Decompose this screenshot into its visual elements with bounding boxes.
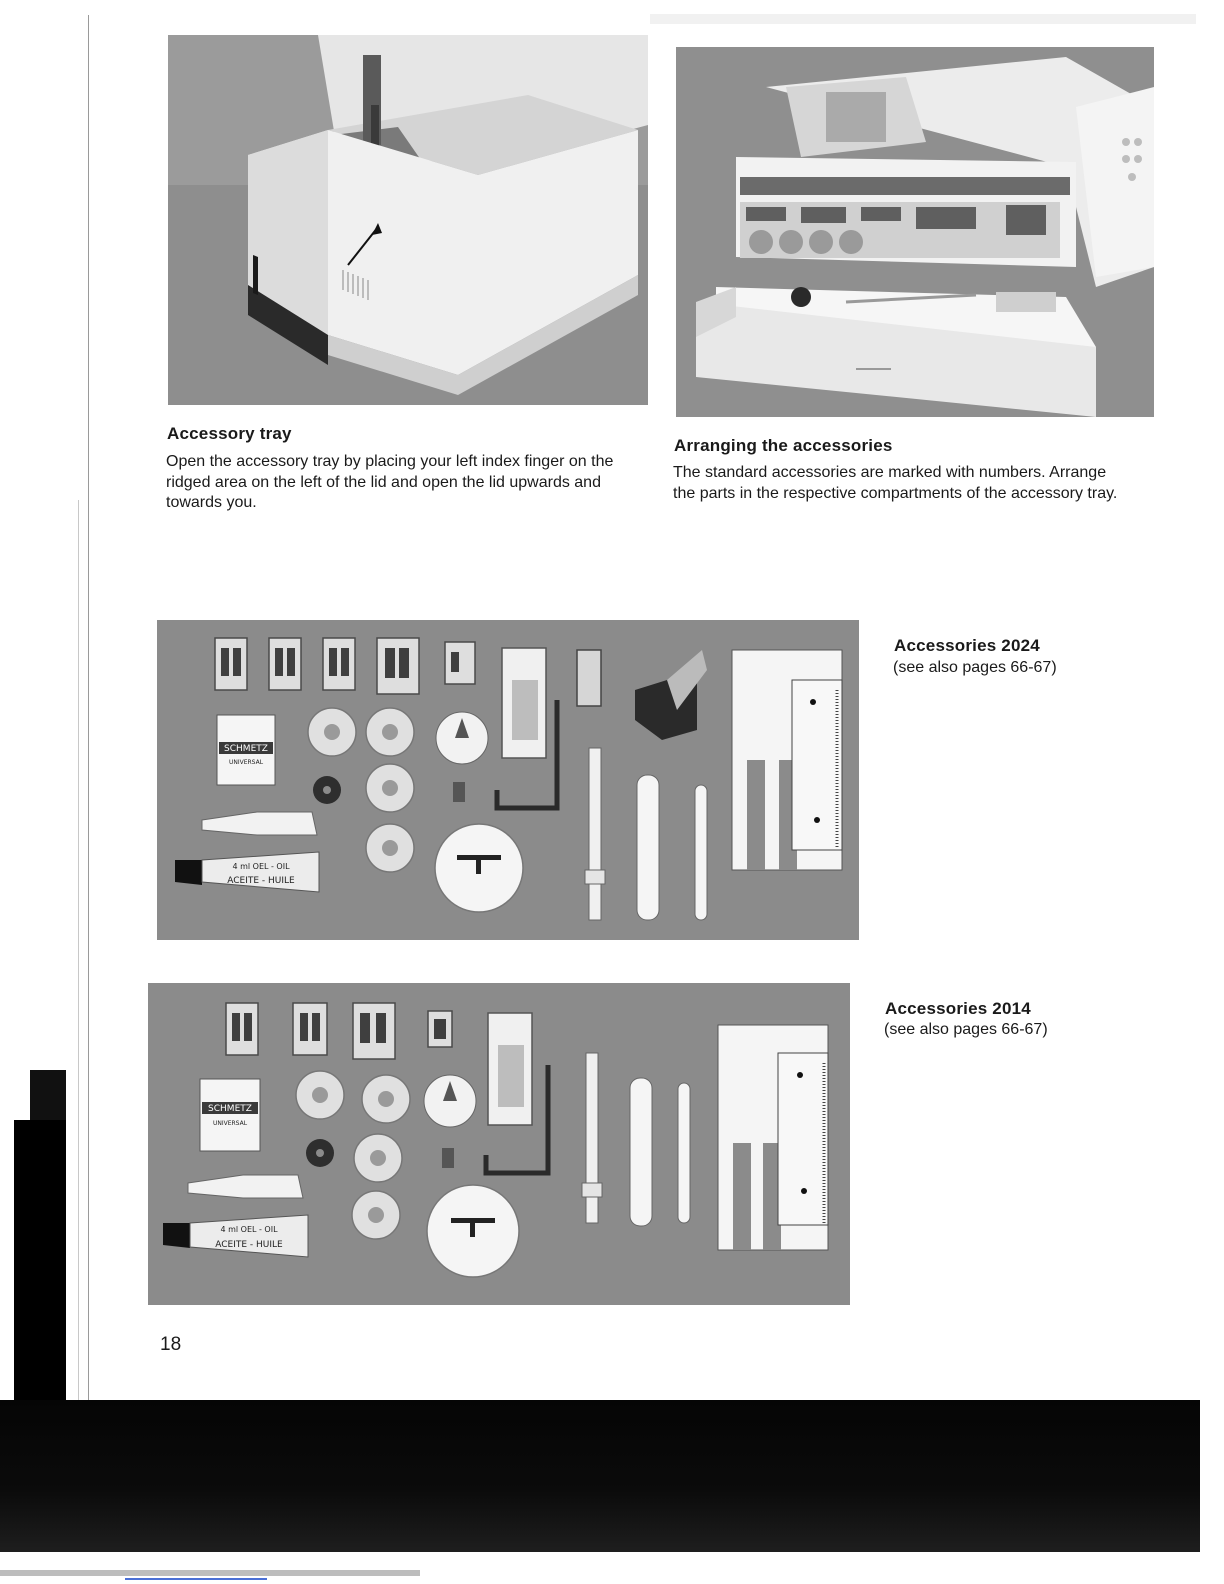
needle-pack-type-2014: UNIVERSAL bbox=[212, 1120, 248, 1127]
photo-accessory-tray bbox=[168, 35, 648, 405]
scan-margin-line-faint bbox=[78, 500, 79, 1400]
accessories-2024-heading: Accessories 2024 bbox=[894, 636, 1040, 655]
scan-shadow-left bbox=[14, 1120, 66, 1420]
scan-margin-line bbox=[88, 15, 89, 1405]
accessories-2014-subtitle: (see also pages 66-67) bbox=[884, 1021, 1048, 1038]
bottom-link-line bbox=[125, 1578, 267, 1580]
photo-accessories-2024 bbox=[157, 620, 859, 940]
needle-pack-brand-2014: SCHMETZ bbox=[208, 1104, 252, 1114]
photo-accessories-2014 bbox=[148, 983, 850, 1305]
needle-pack-brand: SCHMETZ bbox=[224, 744, 268, 754]
needle-pack-type: UNIVERSAL bbox=[228, 759, 264, 766]
scan-edge bbox=[650, 14, 1196, 24]
oil-tube-label-bottom-2014: ACEITE - HUILE bbox=[215, 1240, 283, 1250]
arranging-heading: Arranging the accessories bbox=[674, 436, 893, 455]
page-number: 18 bbox=[160, 1334, 182, 1355]
arranging-text: The standard accessories are marked with numbers. Arrange the parts in the respective compartments of the accessory tray. bbox=[673, 464, 1118, 502]
oil-tube-label-top-2014: 4 ml OEL - OIL bbox=[220, 1225, 278, 1234]
scan-bottom-strip bbox=[0, 1570, 420, 1576]
accessory-tray-heading: Accessory tray bbox=[167, 424, 292, 443]
accessory-tray-text: Open the accessory tray by placing your left index finger on the ridged area on the left of the lid and open the lid upwards and towards you. bbox=[166, 453, 614, 511]
photo-open-accessory-tray bbox=[676, 47, 1154, 417]
accessories-2014-heading: Accessories 2014 bbox=[885, 999, 1031, 1018]
oil-tube-label-top: 4 ml OEL - OIL bbox=[232, 862, 290, 871]
oil-tube-label-bottom: ACEITE - HUILE bbox=[227, 876, 295, 886]
scan-shadow-bottom bbox=[0, 1400, 1200, 1552]
accessories-2024-subtitle: (see also pages 66-67) bbox=[893, 659, 1057, 676]
